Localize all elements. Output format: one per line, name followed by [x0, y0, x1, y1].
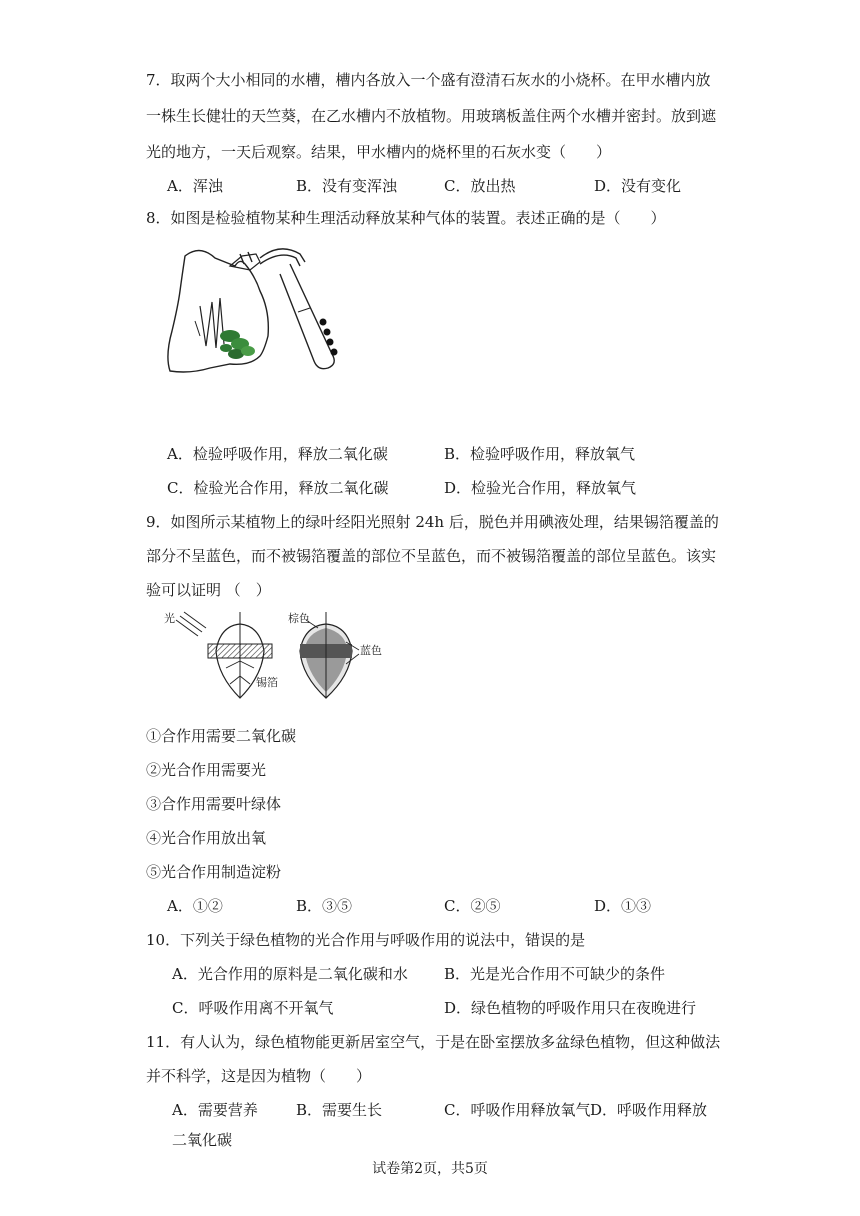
q11-option-a: A．需要营养	[172, 1101, 258, 1119]
q8-option-b: B．检验呼吸作用，释放氧气	[444, 445, 636, 463]
q8-option-a: A．检验呼吸作用，释放二氧化碳	[167, 445, 388, 463]
q9-option-c: C．②⑤	[444, 897, 501, 915]
gas-test-apparatus-figure	[160, 236, 360, 386]
q8-line-1: 8．如图是检验植物某种生理活动释放某种气体的装置。表述正确的是（ ）	[146, 209, 666, 227]
q7-option-b: B．没有变浑浊	[296, 177, 398, 195]
q11-option-c: C．呼吸作用释放氧气	[444, 1101, 591, 1119]
foil-label: 锡箔	[256, 676, 278, 689]
q9-option-b: B．③⑤	[296, 897, 353, 915]
q7-line-1: 7．取两个大小相同的水槽，槽内各放入一个盛有澄清石灰水的小烧杯。在甲水槽内放	[146, 71, 711, 89]
q9-statement-1: ①合作用需要二氧化碳	[146, 727, 297, 745]
q11-option-b: B．需要生长	[296, 1101, 383, 1119]
q9-option-d: D．①③	[594, 897, 652, 915]
q10-option-c: C．呼吸作用离不开氧气	[172, 999, 334, 1017]
page-footer: 试卷第2页，共5页	[372, 1161, 488, 1177]
q11-option-d: D．呼吸作用释放	[590, 1101, 708, 1119]
leaf-foil-experiment-figure	[160, 606, 400, 706]
blue-label: 蓝色	[360, 644, 382, 657]
q9-line-2: 部分不呈蓝色，而不被锡箔覆盖的部位不呈蓝色，而不被锡箔覆盖的部位呈蓝色。该实	[146, 547, 717, 565]
q7-option-c: C．放出热	[444, 177, 516, 195]
q8-option-d: D．检验光合作用，释放氧气	[444, 479, 637, 497]
q11-line-1: 11．有人认为，绿色植物能更新居室空气，于是在卧室摆放多盆绿色植物，但这种做法	[146, 1033, 721, 1051]
q8-option-c: C．检验光合作用，释放二氧化碳	[167, 479, 389, 497]
q10-option-d: D．绿色植物的呼吸作用只在夜晚进行	[444, 999, 697, 1017]
q10-option-a: A．光合作用的原料是二氧化碳和水	[172, 965, 408, 983]
q9-line-1: 9．如图所示某植物上的绿叶经阳光照射 24h 后，脱色并用碘液处理，结果锡箔覆盖的	[146, 513, 719, 531]
light-label: 光	[164, 612, 175, 625]
q9-option-a: A．①②	[167, 897, 223, 915]
q9-statement-3: ③合作用需要叶绿体	[146, 795, 282, 813]
q7-line-3: 光的地方，一天后观察。结果，甲水槽内的烧杯里的石灰水变（ ）	[146, 143, 612, 161]
q7-line-2: 一株生长健壮的天竺葵，在乙水槽内不放植物。用玻璃板盖住两个水槽并密封。放到遮	[146, 107, 717, 125]
q9-statement-2: ②光合作用需要光	[146, 761, 267, 779]
q9-statement-4: ④光合作用放出氧	[146, 829, 267, 847]
q9-statement-5: ⑤光合作用制造淀粉	[146, 863, 282, 881]
q10-line-1: 10．下列关于绿色植物的光合作用与呼吸作用的说法中，错误的是	[146, 931, 586, 949]
q7-option-a: A．浑浊	[167, 177, 223, 195]
q11-option-d-continued: 二氧化碳	[172, 1131, 233, 1149]
q11-line-2: 并不科学，这是因为植物（ ）	[146, 1067, 372, 1085]
q10-option-b: B．光是光合作用不可缺少的条件	[444, 965, 666, 983]
q7-option-d: D．没有变化	[594, 177, 682, 195]
brown-label: 棕色	[288, 612, 310, 625]
q9-line-3: 验可以证明 （ ）	[146, 581, 271, 599]
